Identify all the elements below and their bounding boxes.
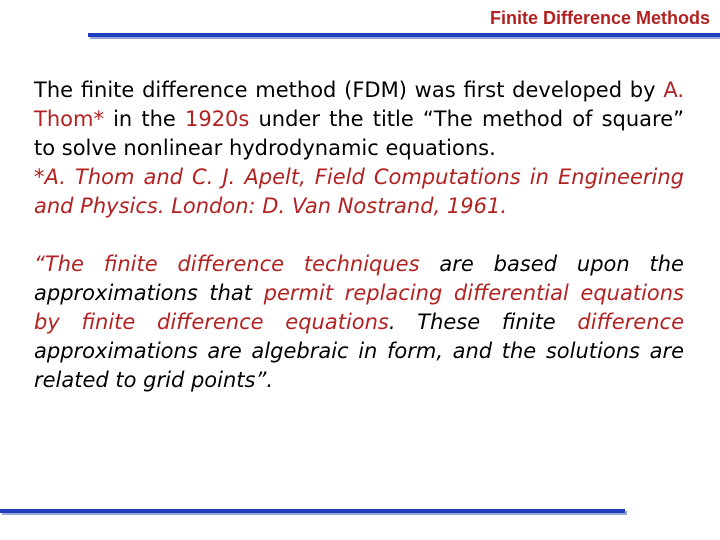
slide-title: Finite Difference Methods — [489, 8, 710, 28]
quote-text-6: approximations are algebraic in form, and the solutions are related to grid points”. — [34, 339, 684, 392]
intro-paragraph — [34, 76, 684, 163]
quote-text-4: . These finite — [388, 310, 578, 334]
bottom-divider — [0, 509, 625, 513]
author-name: A. Thom* — [34, 78, 684, 131]
slide-body — [34, 76, 684, 395]
quote-text-5: difference — [577, 310, 684, 334]
intro-text-3: under the title “The method of square” to solve nonlinear hydrodynamic equations. — [34, 107, 684, 160]
quote-text-2: are based upon the approximations that — [34, 252, 684, 305]
reference-citation: *A. Thom and C. J. Apelt, Field Computations in Engineering and Physics. London: D. Van Nostrand, 1961. — [34, 165, 684, 218]
intro-text-1: The finite difference method (FDM) was first developed by — [34, 78, 664, 102]
top-divider — [88, 33, 720, 37]
intro-text-2: in the — [103, 107, 185, 131]
quote-text-1: “The finite difference techniques — [34, 252, 420, 276]
quote-paragraph — [34, 250, 684, 395]
quote-text-3: permit replacing differential equations by finite difference equations — [34, 281, 684, 334]
year-text: 1920s — [184, 107, 250, 131]
